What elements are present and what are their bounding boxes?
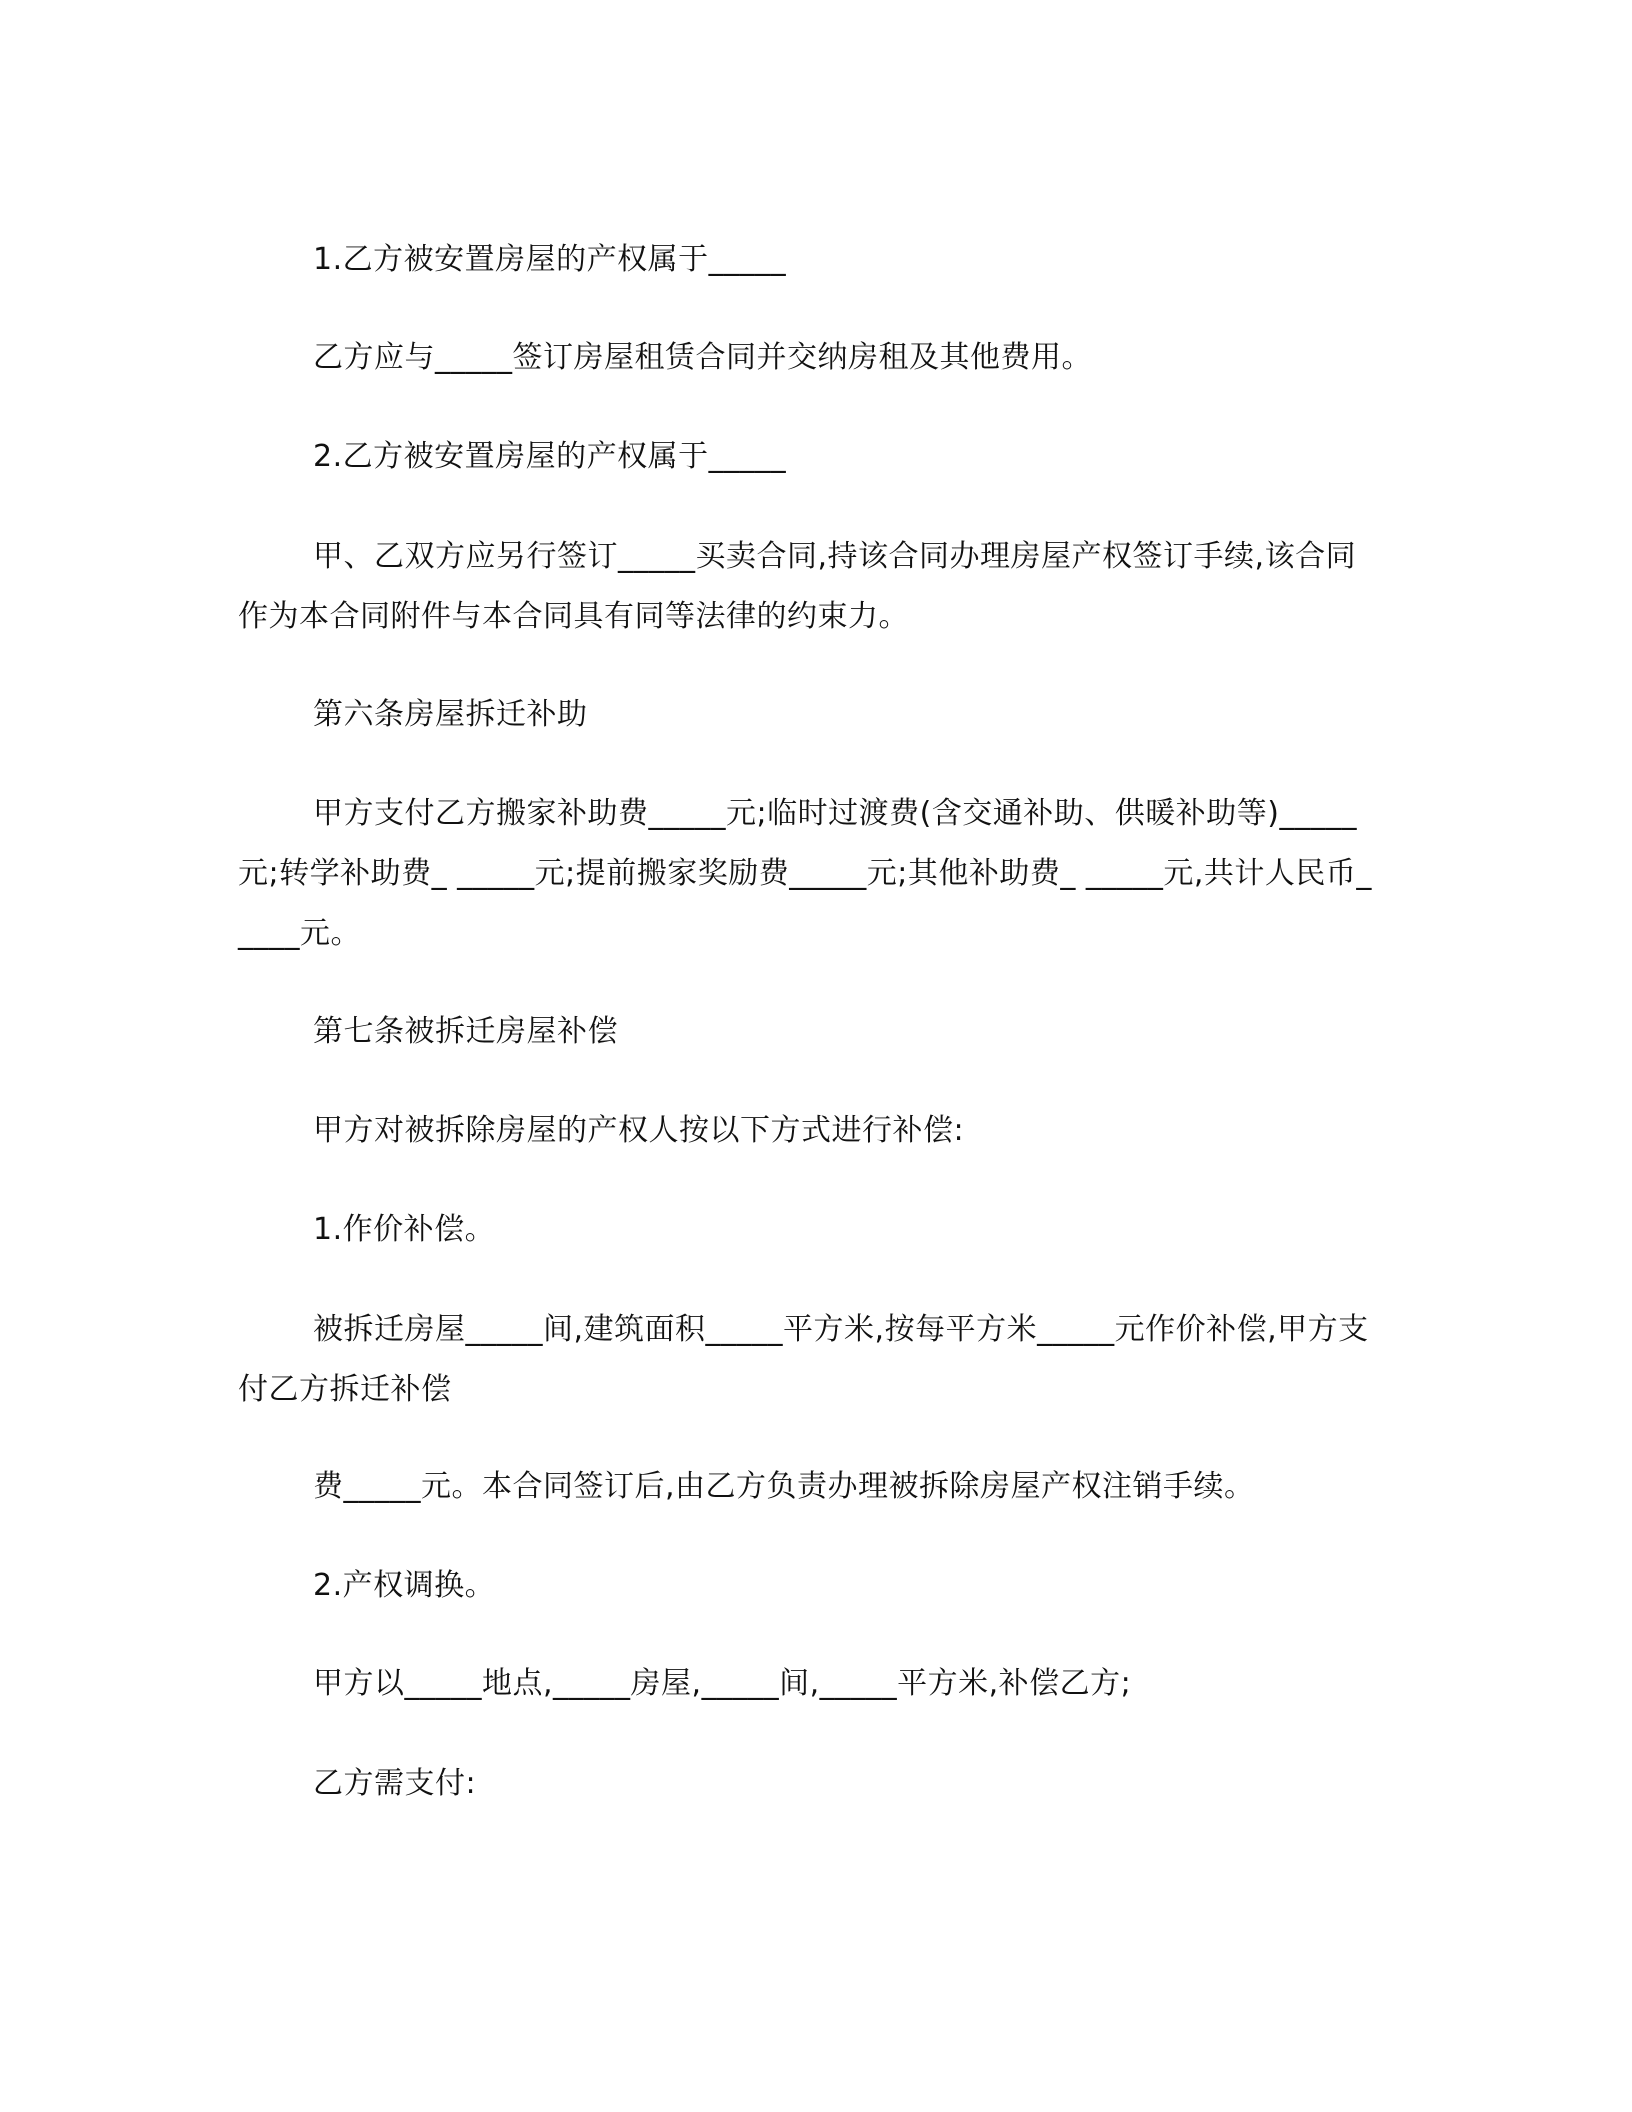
paragraph-2: 乙方应与_____签订房屋租赁合同并交纳房租及其他费用。 (313, 340, 1092, 375)
section-heading-6: 第六条房屋拆迁补助 (313, 697, 588, 732)
paragraph-3: 2.乙方被安置房屋的产权属于_____ (313, 439, 787, 474)
paragraph-8: 被拆迁房屋_____间,建筑面积_____平方米,按每平方米_____元作价补偿,甲方支付乙方拆迁补偿 (238, 1312, 1369, 1407)
paragraph-11: 甲方以_____地点,_____房屋,_____间,_____平方米,补偿乙方; (313, 1666, 1132, 1701)
paragraph-10: 2.产权调换。 (313, 1568, 496, 1603)
paragraph-4: 甲、乙双方应另行签订_____买卖合同,持该合同办理房屋产权签订手续,该合同作为本合同附件与本合同具有同等法律的约束力。 (238, 539, 1357, 634)
paragraph-9: 费_____元。本合同签订后,由乙方负责办理被拆除房屋产权注销手续。 (313, 1469, 1255, 1504)
paragraph-7: 1.作价补偿。 (313, 1212, 496, 1247)
paragraph-5: 甲方支付乙方搬家补助费_____元;临时过渡费(含交通补助、供暖补助等)_____元;转学补助费_ _____元;提前搬家奖励费_____元;其他补助费_ _____元,共计人民币_____元。 (238, 796, 1372, 951)
paragraph-6: 甲方对被拆除房屋的产权人按以下方式进行补偿: (313, 1113, 965, 1148)
paragraph-12: 乙方需支付: (313, 1766, 477, 1801)
section-heading-7: 第七条被拆迁房屋补偿 (313, 1014, 618, 1049)
paragraph-1: 1.乙方被安置房屋的产权属于_____ (313, 242, 787, 277)
